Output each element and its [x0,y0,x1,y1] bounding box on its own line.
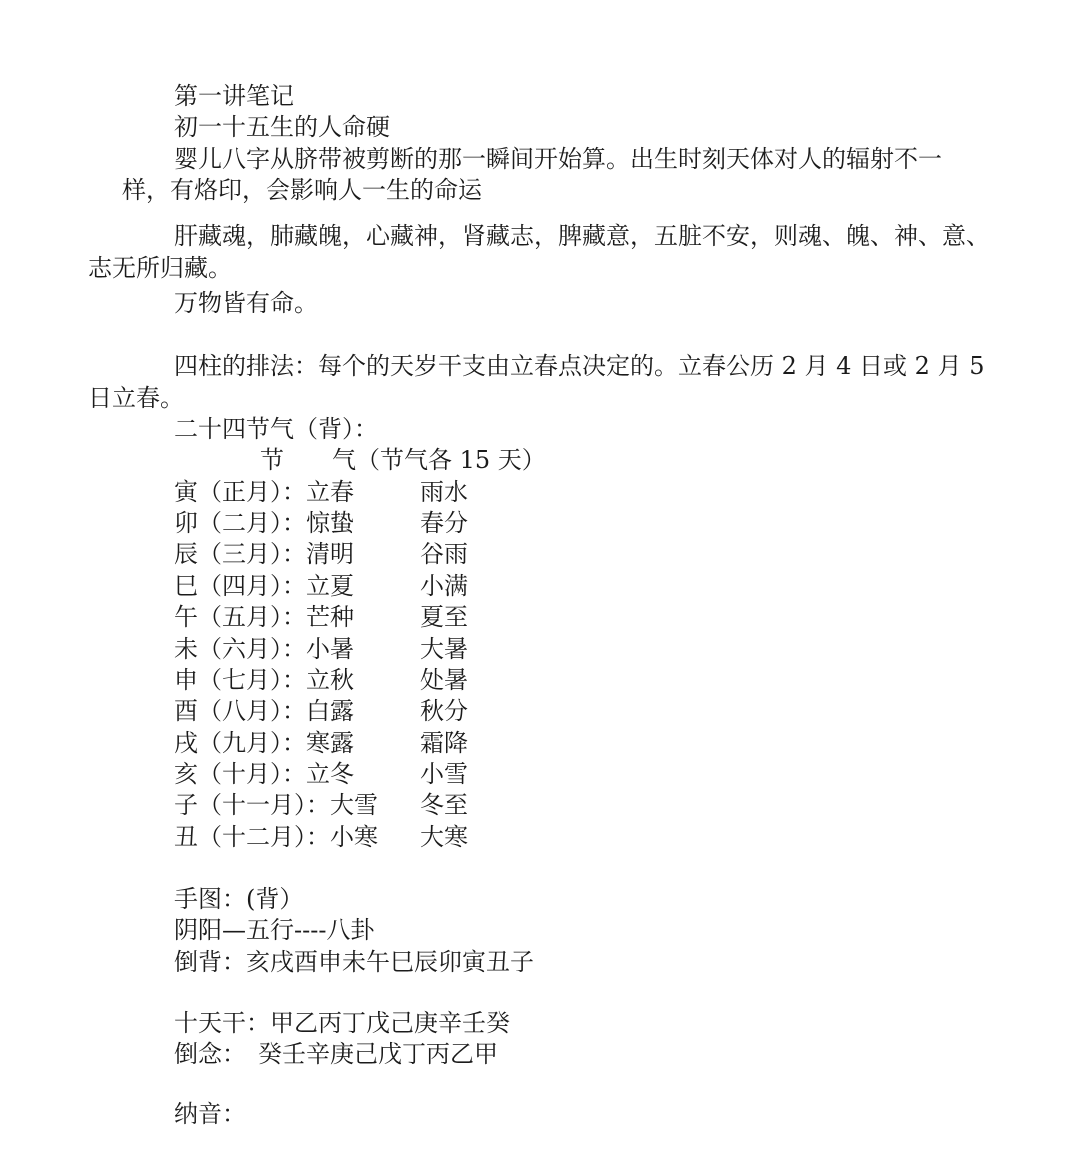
solar-term-2: 雨水 [420,477,468,506]
solar-term-1: 寒露 [306,728,354,757]
para-four-pillars [88,351,1003,476]
para-hand-chart [88,884,1003,978]
solar-term-row [88,602,1003,633]
solar-terms-table [88,477,1003,853]
five-organs-line-1: 肝藏魂，肺藏魄，心藏神，肾藏志，脾藏意，五脏不安，则魂、魄、神、意、 [174,222,990,251]
solar-term-1: 立秋 [306,665,354,694]
ten-stems-line: 十天干：甲乙丙丁戊己庚辛壬癸 [174,1008,510,1037]
solar-term-1: 清明 [306,540,354,569]
solar-term-row [88,665,1003,696]
solar-term-2: 小雪 [420,759,468,788]
solar-term-1: 大雪 [330,791,378,820]
fate-hard-line: 初一十五生的人命硬 [174,113,390,142]
branch-month-label: 申（七月）： [174,665,306,694]
branch-month-label: 戌（九月）： [174,728,306,757]
branch-month-label: 丑（十二月）： [174,822,330,851]
stems-reversed-line: 倒念： 癸壬辛庚己戊丁丙乙甲 [174,1040,498,1069]
solar-term-row [88,696,1003,727]
para-five-organs [88,221,1003,284]
branch-month-label: 子（十一月）： [174,791,330,820]
bazi-start-line-1: 婴儿八字从脐带被剪断的那一瞬间开始算。出生时刻天体对人的辐射不一 [174,144,942,173]
bazi-start-line-2: 样，有烙印，会影响人一生的命运 [122,176,482,205]
solar-term-row [88,728,1003,759]
para-nayin [88,1099,1003,1130]
yinyang-wuxing-bagua-line: 阴阳—五行----八卦 [174,916,375,945]
branch-month-label: 亥（十月）： [174,759,306,788]
lecture-title-line: 第一讲笔记 [174,82,294,110]
solar-term-row [88,508,1003,539]
solar-term-1: 白露 [306,697,354,726]
solar-term-row [88,790,1003,821]
para-heavenly-stems [88,1008,1003,1071]
solar-term-row [88,634,1003,665]
solar-term-2: 霜降 [420,728,468,757]
solar-term-1: 小寒 [330,822,378,851]
branch-month-label: 辰（三月）： [174,540,306,569]
solar-term-2: 大寒 [420,822,468,851]
para-all-things-fate [88,288,1003,319]
solar-term-1: 立春 [306,477,354,506]
nayin-line: 纳音： [174,1099,246,1128]
branch-month-label: 未（六月）： [174,634,306,663]
solar-term-row [88,477,1003,508]
solar-term-2: 冬至 [420,791,468,820]
solar-terms-heading: 二十四节气（背）： [174,415,378,444]
solar-term-1: 惊蛰 [306,509,354,538]
branch-month-label: 酉（八月）： [174,697,306,726]
solar-term-1: 芒种 [306,603,354,632]
solar-term-2: 秋分 [420,697,468,726]
hand-chart-line: 手图：(背） [174,884,304,913]
four-pillars-line-1: 四柱的排法：每个的天岁干支由立春点决定的。立春公历 2 月 4 日或 2 月 5 [174,352,985,381]
branches-reversed-line: 倒背：亥戌酉申未午巳辰卯寅丑子 [174,947,534,976]
four-pillars-line-2: 日立春。 [88,383,184,412]
solar-term-row [88,759,1003,790]
solar-term-row [88,822,1003,853]
solar-term-1: 立夏 [306,571,354,600]
branch-month-label: 卯（二月）： [174,509,306,538]
solar-term-2: 夏至 [420,603,468,632]
all-things-fate-line: 万物皆有命。 [174,289,318,318]
solar-terms-column-header: 节 气（节气各 15 天） [260,446,546,475]
solar-term-2: 处暑 [420,665,468,694]
solar-term-row [88,571,1003,602]
branch-month-label: 巳（四月）： [174,571,306,600]
solar-term-row [88,539,1003,570]
solar-term-2: 大暑 [420,634,468,663]
solar-term-2: 小满 [420,571,468,600]
solar-term-1: 立冬 [306,759,354,788]
branch-month-label: 寅（正月）： [174,477,306,506]
solar-term-2: 春分 [420,509,468,538]
branch-month-label: 午（五月）： [174,603,306,632]
solar-term-1: 小暑 [306,634,354,663]
solar-term-2: 谷雨 [420,540,468,569]
five-organs-line-2: 志无所归藏。 [88,253,232,282]
para-lecture-notes [88,81,1003,206]
